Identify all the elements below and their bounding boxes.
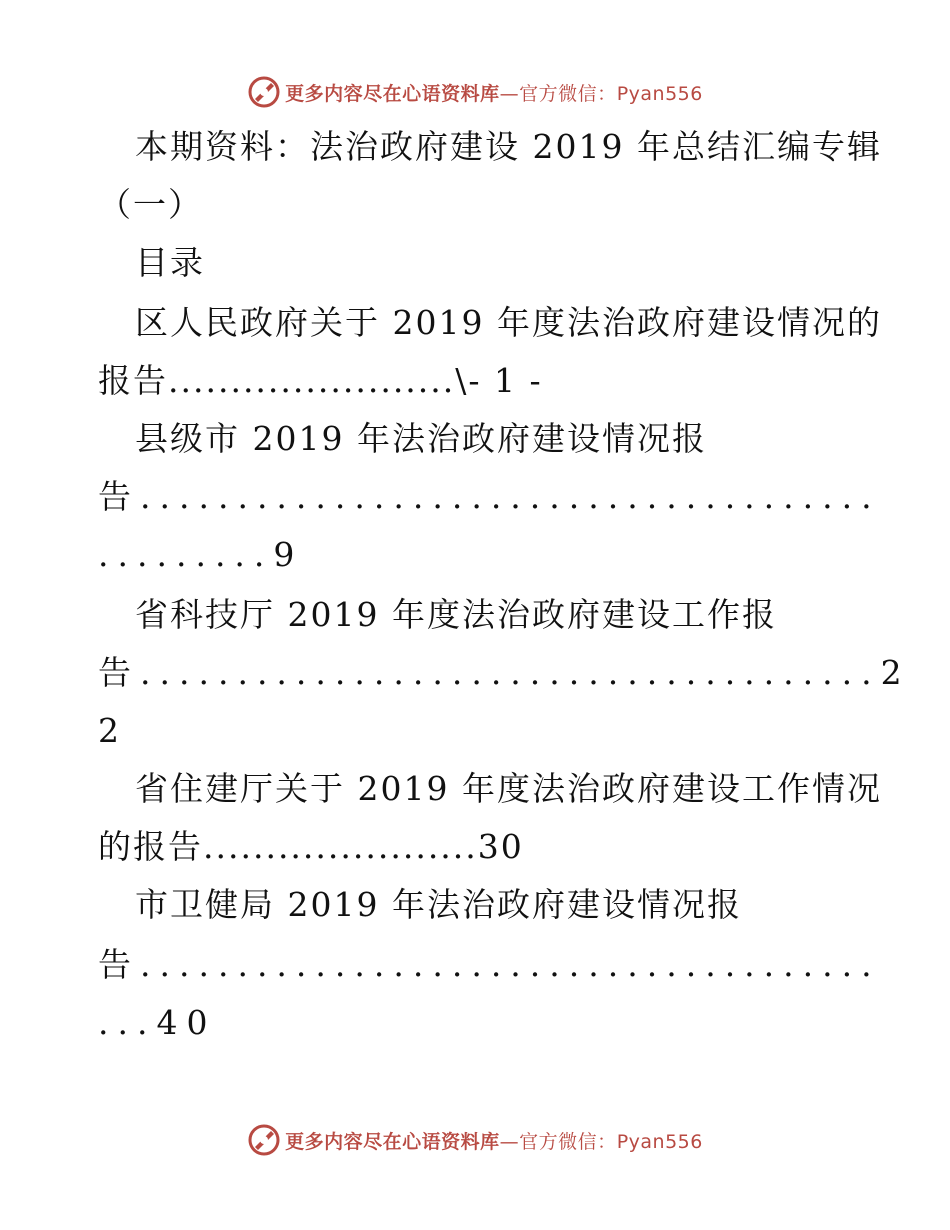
toc-entry-3-page[interactable]: 2: [98, 711, 121, 750]
banner-text: 更多内容尽在心语资料库—官方微信：Pyan556: [285, 1130, 703, 1153]
doc-title-cont: （一）: [98, 185, 203, 224]
toc-entry-5[interactable]: 市卫健局 2019 年法治政府建设情况报: [135, 885, 742, 924]
toc-entry-2[interactable]: 县级市 2019 年法治政府建设情况报: [135, 419, 707, 458]
brand-logo-icon: [247, 75, 281, 109]
toc-entry-3[interactable]: 省科技厅 2019 年度法治政府建设工作报: [135, 595, 777, 634]
toc-heading: 目录: [135, 243, 205, 282]
toc-entry-4-leader[interactable]: 的报告......................30: [98, 827, 524, 866]
toc-entry-2-page[interactable]: .........9: [98, 535, 304, 574]
toc-entry-4[interactable]: 省住建厅关于 2019 年度法治政府建设工作情况: [135, 769, 882, 808]
toc-entry-2-leader[interactable]: 告......................................: [98, 477, 881, 516]
toc-entry-1-leader[interactable]: 报告.......................\- 1 -: [98, 361, 543, 400]
header-banner: [0, 72, 950, 112]
banner-text: 更多内容尽在心语资料库—官方微信：Pyan556: [285, 82, 703, 105]
toc-entry-5-page[interactable]: ...40: [98, 1003, 217, 1042]
footer-banner: [0, 1120, 950, 1160]
brand-logo-icon: [247, 1123, 281, 1157]
doc-title: 本期资料：法治政府建设 2019 年总结汇编专辑: [135, 127, 882, 166]
toc-entry-1[interactable]: 区人民政府关于 2019 年度法治政府建设情况的: [135, 303, 882, 342]
toc-entry-5-leader[interactable]: 告......................................: [98, 945, 881, 984]
toc-entry-3-leader[interactable]: 告......................................2: [98, 653, 911, 692]
